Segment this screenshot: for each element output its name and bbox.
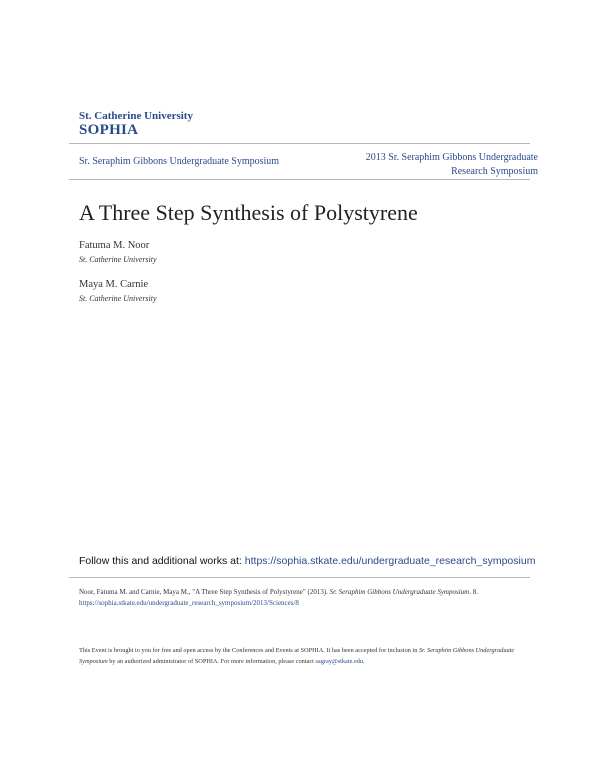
notice-text-2: by an authorized administrator of SOPHIA. For more information, please contact (109, 658, 314, 665)
citation-venue: Sr. Seraphim Gibbons Undergraduate Symposium (329, 588, 470, 596)
collection-link[interactable]: Sr. Seraphim Gibbons Undergraduate Symposium (79, 156, 280, 167)
divider-citation (69, 577, 530, 578)
event-line-2: Research Symposium (451, 166, 538, 177)
recommended-citation (79, 587, 519, 609)
citation-url-link[interactable]: https://sophia.stkate.edu/undergraduate_research_symposium/2013/Sciences/8 (79, 599, 299, 607)
author-affiliation: St. Catherine University (79, 255, 157, 264)
author-name: Maya M. Carnie (79, 279, 149, 290)
author-name: Fatuma M. Noor (79, 240, 150, 251)
notice-text-1: This Event is brought to you for free and open access by the Conferences and Events at SOPHIA. It has been accepted for inclusion in (79, 647, 418, 654)
event-line-1: 2013 Sr. Seraphim Gibbons Undergraduate (365, 152, 538, 163)
divider-bottom (69, 179, 530, 180)
access-notice (79, 645, 529, 667)
paper-title: A Three Step Synthesis of Polystyrene (79, 200, 418, 225)
citation-number: . 8. (469, 588, 478, 596)
citation-text: Noor, Fatuma M. and Carnie, Maya M., "A Three Step Synthesis of Polystyrene" (2013). (79, 588, 328, 596)
follow-url-link[interactable]: https://sophia.stkate.edu/undergraduate_research_symposium (244, 555, 536, 567)
author-affiliation: St. Catherine University (79, 294, 157, 303)
event-link[interactable] (308, 151, 538, 179)
divider-top (69, 143, 530, 144)
notice-end: . (363, 658, 365, 665)
university-name: St. Catherine University (79, 110, 193, 122)
follow-line (79, 555, 535, 567)
follow-label: Follow this and additional works at: (79, 555, 242, 567)
contact-email-link[interactable]: sagray@stkate.edu (315, 658, 364, 665)
repository-name[interactable]: SOPHIA (79, 122, 139, 138)
notice-venue: Sr. Seraphim Gibbons Undergraduate Symposium (79, 647, 515, 665)
